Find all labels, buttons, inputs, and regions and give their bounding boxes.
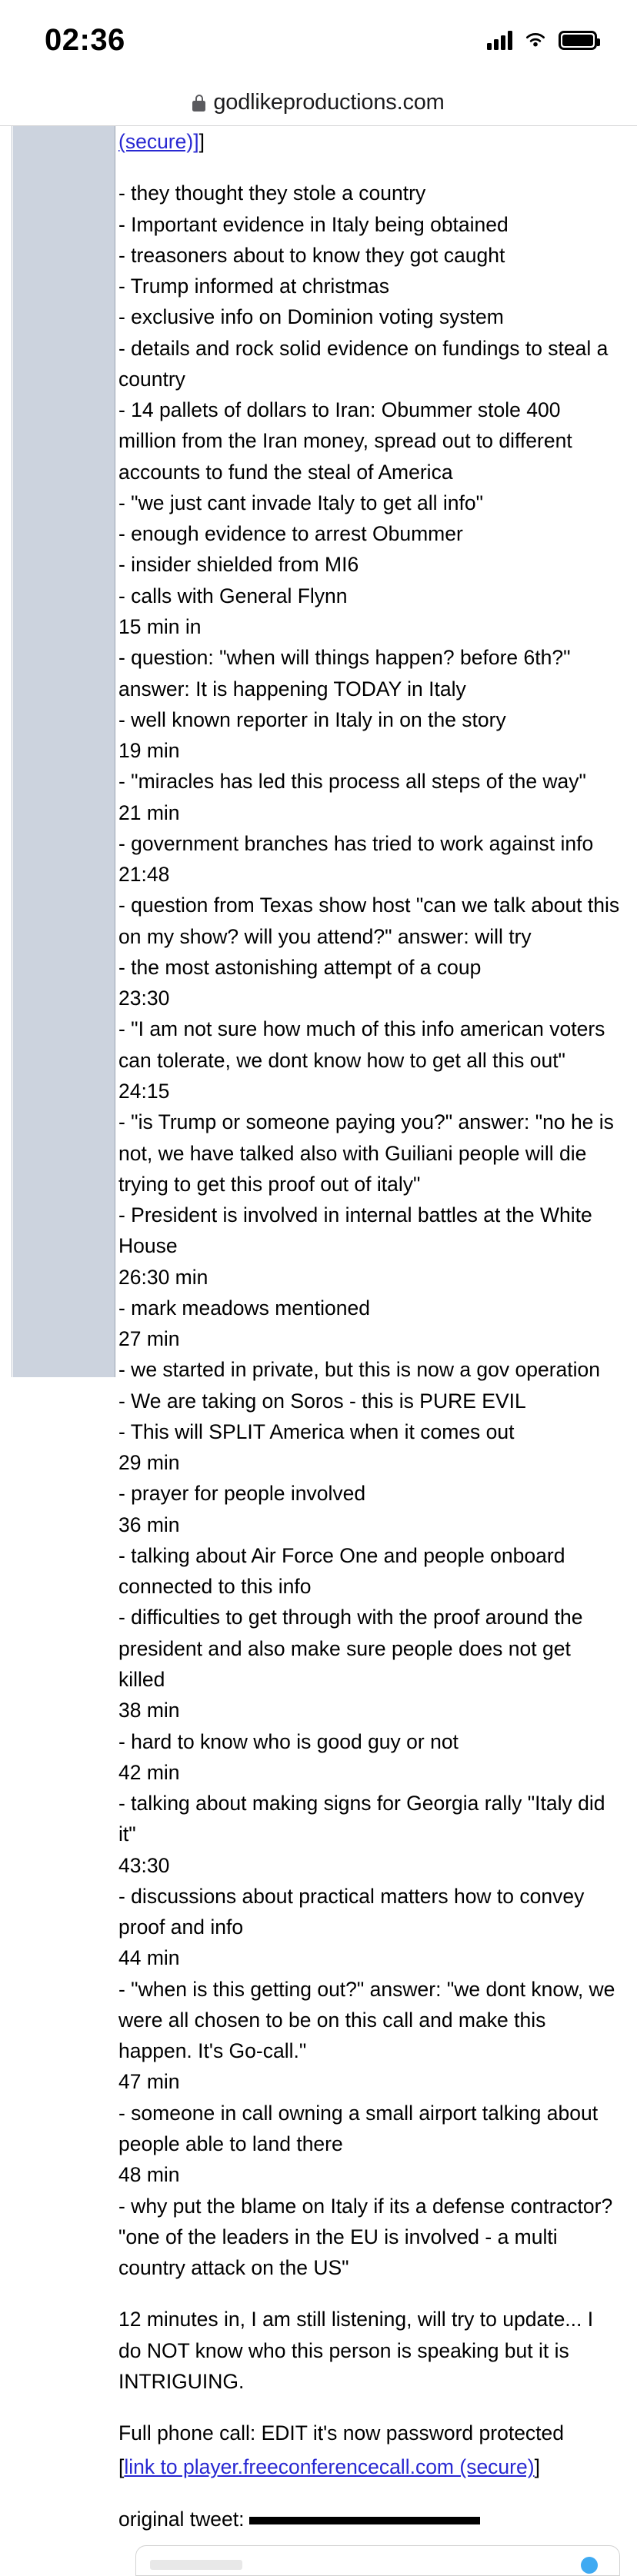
bracket-open: [	[118, 2455, 125, 2479]
post-line: - question from Texas show host "can we talk about this on my show? will you attend?" answer: will try	[118, 894, 620, 948]
spacer	[118, 157, 620, 178]
status-bar	[0, 0, 637, 80]
browser-address-bar[interactable]	[0, 80, 637, 126]
status-indicators	[487, 30, 597, 50]
spacer	[118, 2283, 620, 2304]
post-line: 23:30	[118, 987, 170, 1010]
post-line: - "miracles has led this process all steps of the way"	[118, 770, 586, 794]
page-viewport	[0, 126, 637, 2531]
post-line: - difficulties to get through with the proof around the president and also make sure people does not get killed	[118, 1606, 583, 1692]
cellular-bars-icon	[487, 30, 512, 50]
post-line: - President is involved in internal battles at the White House	[118, 1203, 592, 1258]
post-line: - exclusive info on Dominion voting system	[118, 305, 504, 329]
post-line: 48 min	[118, 2163, 180, 2187]
phone-call-label: Full phone call: EDIT it's now password protected	[118, 2421, 565, 2445]
redaction-bar	[249, 2517, 480, 2524]
post-line: - well known reporter in Italy in on the story	[118, 707, 506, 731]
page-left-margin	[0, 126, 12, 1377]
post-line: - This will SPLIT America when it comes out	[118, 1419, 515, 1443]
forum-sidebar-column	[13, 126, 115, 1377]
post-line: 42 min	[118, 1760, 180, 1784]
original-tweet-label: original tweet:	[118, 2507, 245, 2531]
post-line: 26:30 min	[118, 1265, 208, 1289]
wifi-icon	[523, 31, 548, 49]
post-line: - hard to know who is good guy or not	[118, 1729, 459, 1753]
original-tweet-row	[118, 2504, 620, 2534]
status-time: 02:36	[45, 22, 125, 57]
post-lines	[118, 178, 620, 2283]
spacer	[118, 2397, 620, 2418]
post-line: - we started in private, but this is now a gov operation	[118, 1358, 601, 1382]
post-line: 21 min	[118, 800, 180, 824]
url-text: godlikeproductions.com	[213, 90, 445, 115]
post-line: - enough evidence to arrest Obummer	[118, 522, 463, 546]
post-content	[116, 126, 637, 2531]
twitter-bird-icon	[581, 2557, 598, 2574]
post-line: - prayer for people involved	[118, 1482, 366, 1506]
post-line: 29 min	[118, 1451, 180, 1475]
post-line: - calls with General Flynn	[118, 584, 348, 607]
secure-link-fragment[interactable]: (secure)]	[118, 130, 199, 153]
closing-paragraph: 12 minutes in, I am still listening, will try to update... I do NOT know who this person is speaking but it is INTRIGUING.	[118, 2308, 594, 2393]
post-line: - the most astonishing attempt of a coup	[118, 955, 482, 979]
post-line: - Important evidence in Italy being obtained	[118, 212, 509, 236]
post-line: - insider shielded from MI6	[118, 553, 359, 577]
tweet-embed-card[interactable]	[135, 2545, 620, 2576]
post-line: - "when is this getting out?" answer: "we dont know, we were all chosen to be on this call and make this happen. It's Go-call."	[118, 1977, 615, 2063]
bracket-close: ]	[534, 2455, 540, 2479]
phone-call-link-row[interactable]	[118, 2451, 620, 2482]
post-body	[118, 126, 620, 2576]
post-line: - someone in call owning a small airport talking about people able to land there	[118, 2101, 599, 2155]
post-line: - why put the blame on Italy if its a defense contractor? "one of the leaders in the EU is involved - a multi country attack on the US"	[118, 2194, 613, 2280]
post-line: 43:30	[118, 1853, 170, 1877]
spacer	[118, 2483, 620, 2504]
post-line: - We are taking on Soros - this is PURE EVIL	[118, 1389, 526, 1413]
post-line: 36 min	[118, 1513, 180, 1536]
post-line: - details and rock solid evidence on fundings to steal a country	[118, 336, 609, 391]
post-line: - "we just cant invade Italy to get all info"	[118, 491, 483, 514]
post-line: 24:15	[118, 1079, 170, 1103]
post-line: - "I am not sure how much of this info american voters can tolerate, we dont know how to get all this out"	[118, 1017, 605, 1072]
tweet-embed-placeholder	[150, 2560, 242, 2570]
conference-call-link[interactable]: link to player.freeconferencecall.com (secure)	[124, 2455, 535, 2479]
post-line: 44 min	[118, 1946, 180, 1970]
post-line: 15 min in	[118, 614, 202, 638]
post-line: - talking about Air Force One and people onboard connected to this info	[118, 1543, 565, 1599]
post-line: - talking about making signs for Georgia rally "Italy did it"	[118, 1792, 605, 1846]
post-line: 27 min	[118, 1327, 180, 1351]
post-line: 21:48	[118, 863, 170, 887]
post-line: - question: "when will things happen? before 6th?" answer: It is happening TODAY in Italy	[118, 646, 571, 701]
post-line: - "is Trump or someone paying you?" answer: "no he is not, we have talked also with Guiliani people will die trying to get this proof out of italy"	[118, 1110, 614, 1196]
post-line: 47 min	[118, 2070, 180, 2094]
post-line: - Trump informed at christmas	[118, 275, 389, 298]
lock-icon	[192, 95, 205, 111]
bracket-close: ]	[198, 130, 205, 153]
battery-full-icon	[559, 31, 597, 50]
post-line: 38 min	[118, 1699, 180, 1722]
post-line: - discussions about practical matters how to convey proof and info	[118, 1884, 585, 1939]
post-line: - 14 pallets of dollars to Iran: Obummer stole 400 million from the Iran money, spread out to different accounts to fund the steal of America	[118, 398, 572, 484]
post-line: - government branches has tried to work against info	[118, 831, 594, 855]
post-line: - mark meadows mentioned	[118, 1296, 370, 1320]
post-line: - treasoners about to know they got caught	[118, 243, 505, 267]
post-line: - they thought they stole a country	[118, 181, 426, 205]
post-line: 19 min	[118, 739, 180, 763]
truncated-link-fragment[interactable]	[118, 126, 620, 157]
